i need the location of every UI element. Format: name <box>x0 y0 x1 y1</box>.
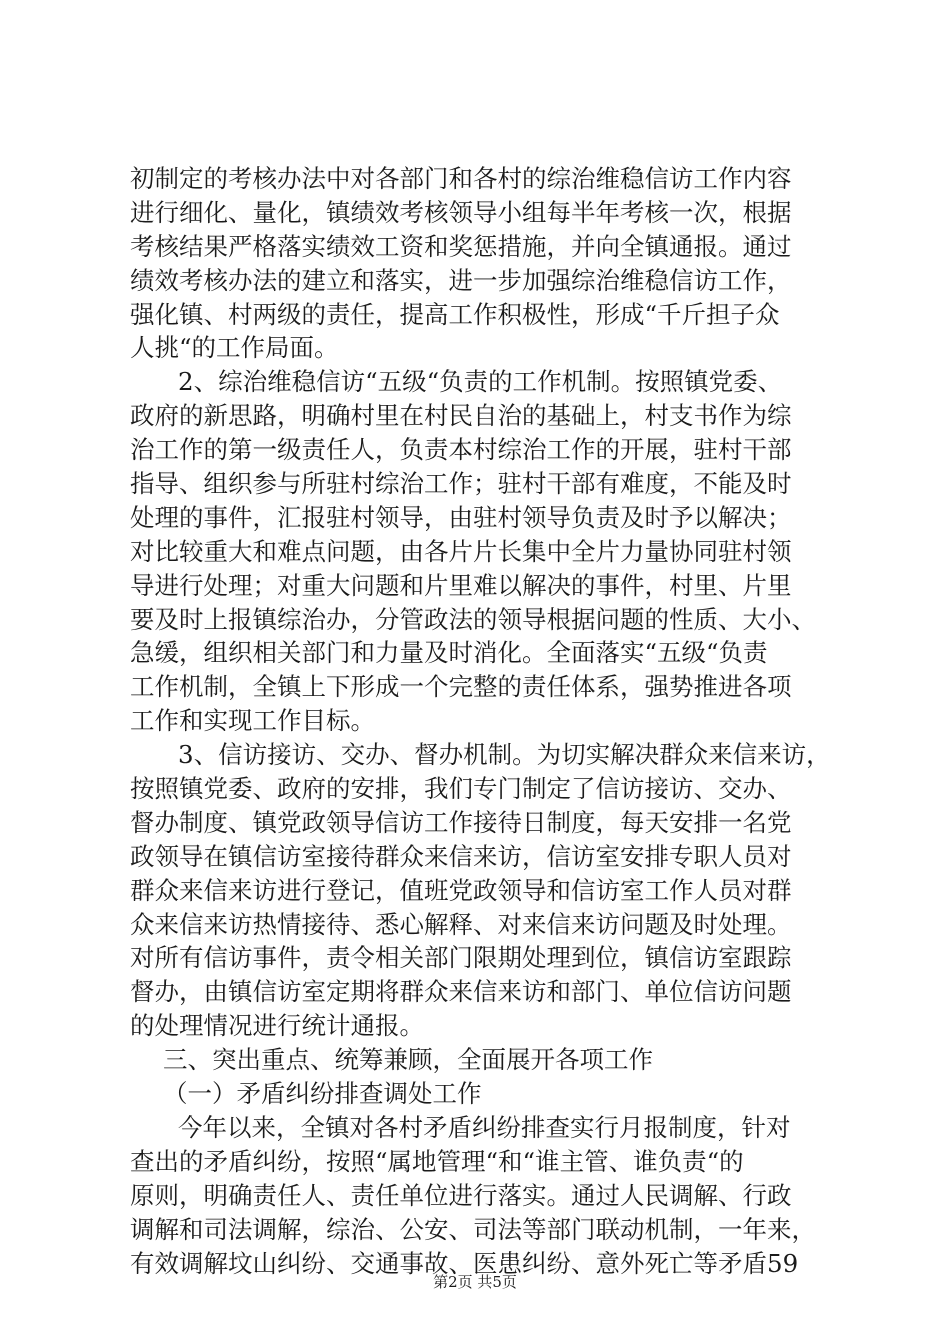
text-line: 要及时上报镇综治办，分管政法的领导根据问题的性质、大小、 <box>130 604 816 634</box>
section-heading: 三、突出重点、统筹兼顾，全面展开各项工作 <box>163 1045 653 1075</box>
text-line: 工作机制，全镇上下形成一个完整的责任体系，强势推进各项 <box>130 672 792 702</box>
text-line: 进行细化、量化，镇绩效考核领导小组每半年考核一次，根据 <box>130 197 792 227</box>
text-line: 查出的矛盾纠纷，按照“属地管理“和“谁主管、谁负责“的 <box>130 1146 744 1176</box>
text-line: 对所有信访事件，责令相关部门限期处理到位，镇信访室跟踪 <box>130 943 792 973</box>
text-line: 初制定的考核办法中对各部门和各村的综治维稳信访工作内容 <box>130 164 792 193</box>
text-line: 强化镇、村两级的责任，提高工作积极性，形成“千斤担子众 <box>130 299 780 329</box>
text-line: 处理的事件，汇报驻村领导，由驻村领导负责及时予以解决； <box>130 502 792 532</box>
text-line: 原则，明确责任人、责任单位进行落实。通过人民调解、行政 <box>130 1180 792 1210</box>
text-line: 对比较重大和难点问题，由各片片长集中全片力量协同驻村领 <box>130 536 792 566</box>
text-line: 调解和司法调解，综治、公安、司法等部门联动机制，一年来， <box>130 1214 816 1244</box>
text-line: 群众来信来访进行登记，值班党政领导和信访室工作人员对群 <box>130 875 792 905</box>
text-line: 急缓，组织相关部门和力量及时消化。全面落实“五级“负责 <box>130 638 768 668</box>
text-line: 治工作的第一级责任人，负责本村综治工作的开展，驻村干部 <box>130 435 792 465</box>
text-line: 工作和实现工作目标。 <box>130 706 375 736</box>
text-line: 督办制度、镇党政领导信访工作接待日制度，每天安排一名党 <box>130 807 792 837</box>
page-number-footer: 第2页 共5页 <box>433 1273 517 1291</box>
text-line: 督办，由镇信访室定期将群众来信来访和部门、单位信访问题 <box>130 977 792 1007</box>
paragraph-first-line: 今年以来，全镇对各村矛盾纠纷排查实行月报制度，针对 <box>178 1112 791 1142</box>
subsection-heading: （一）矛盾纠纷排查调处工作 <box>163 1079 482 1109</box>
text-line: 政府的新思路，明确村里在村民自治的基础上，村支书作为综 <box>130 401 792 431</box>
paragraph-heading-line: 3、信访接访、交办、督办机制。为切实解决群众来信来访， <box>178 740 831 770</box>
text-line: 人挑“的工作局面。 <box>130 333 339 363</box>
text-line: 指导、组织参与所驻村综治工作；驻村干部有难度，不能及时 <box>130 469 792 499</box>
document-body <box>130 162 830 1280</box>
text-line: 的处理情况进行统计通报。 <box>130 1011 424 1041</box>
paragraph-heading-line: 2、综治维稳信访“五级“负责的工作机制。按照镇党委、 <box>178 367 783 397</box>
text-line: 按照镇党委、政府的安排，我们专门制定了信访接访、交办、 <box>130 774 792 804</box>
text-line: 绩效考核办法的建立和落实，进一步加强综治维稳信访工作， <box>130 265 792 295</box>
text-line: 众来信来访热情接待、悉心解释、对来信来访问题及时处理。 <box>130 909 792 939</box>
text-line: 有效调解坟山纠纷、交通事故、医患纠纷、意外死亡等矛盾59 <box>130 1248 799 1278</box>
text-line: 政领导在镇信访室接待群众来信来访，信访室安排专职人员对 <box>130 841 792 871</box>
text-line: 考核结果严格落实绩效工资和奖惩措施，并向全镇通报。通过 <box>130 231 792 261</box>
text-line: 导进行处理；对重大问题和片里难以解决的事件，村里、片里 <box>130 570 792 600</box>
